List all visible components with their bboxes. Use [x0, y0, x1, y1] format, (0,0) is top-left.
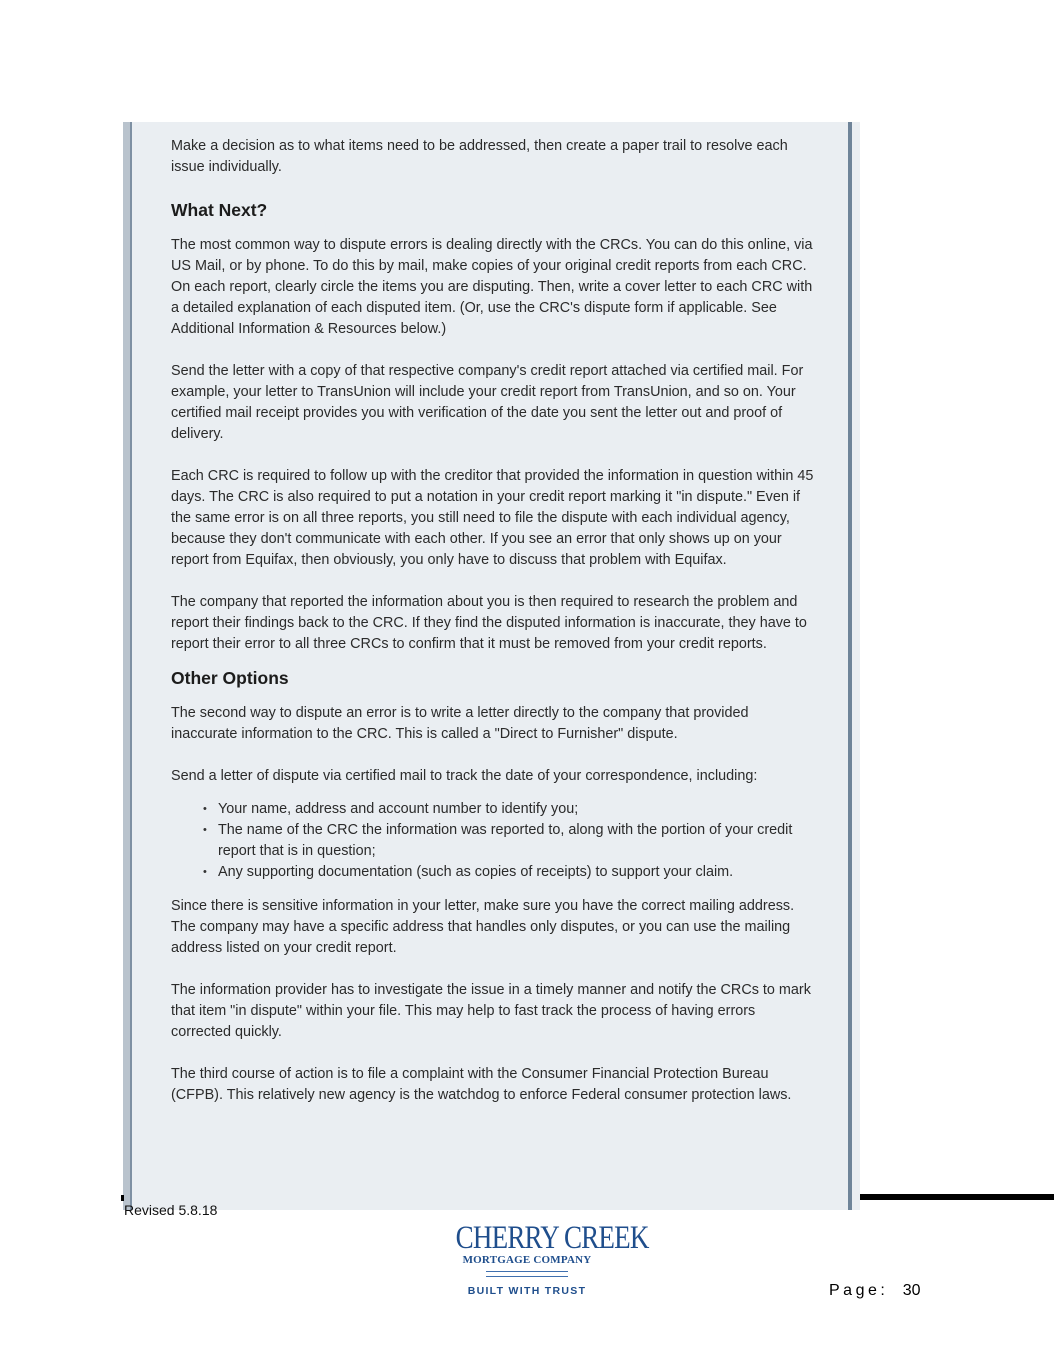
page-number [829, 1281, 921, 1301]
footer-rule-right [860, 1194, 1054, 1200]
logo-wordmark: CHERRY CREEK [455, 1220, 649, 1256]
footer-rule-left [121, 1195, 124, 1201]
panel-left-border [123, 122, 130, 1210]
dispute-letter-checklist [171, 799, 816, 883]
logo-tagline: BUILT WITH TRUST [467, 1285, 587, 1297]
list-item: • The name of the CRC the information was reported to, along with the portion of your credit report that is in question; [218, 820, 816, 862]
revision-date-text: Revised 5.8.18 [124, 1204, 218, 1215]
paragraph-cfpb-complaint: The third course of action is to file a complaint with the Consumer Financial Protection Bureau (CFPB). This relatively new agency is the watchdog to enforce Federal consumer protection laws. [171, 1066, 792, 1103]
revision-date [124, 1204, 217, 1215]
paragraph-dispute-with-crcs: The most common way to dispute errors is dealing directly with the CRCs. You can do this online, via US Mail, or by phone. To do this by mail, make copies of your original credit reports from each CRC. On each report, clearly circle the items you are disputing. Then, write a cover letter to each CRC with a detailed explanation of each disputed item. (Or, use the CRC's dispute form if applicable. See Additional Information & Resources below.) [171, 237, 813, 337]
panel-right-border [848, 122, 852, 1210]
list-item: • Any supporting documentation (such as copies of receipts) to support your claim. [218, 862, 816, 883]
panel-left-inner-border [130, 122, 132, 1210]
panel-text [171, 136, 816, 1127]
paragraph-send-dispute-letter: Send a letter of dispute via certified mail to track the date of your correspondence, including: [171, 768, 758, 784]
company-logo [440, 1220, 649, 1297]
content-panel [123, 122, 860, 1210]
heading-other-options: Other Options [171, 668, 289, 688]
paragraph-crc-follow-up: Each CRC is required to follow up with the creditor that provided the information in question within 45 days. The CRC is also required to put a notation in your credit report marking it "in dispute." Even if the same error is on all three reports, you still need to file the dispute with each individual agency, because they don't communicate with each other. If you see an error that only shows up on your report from Equifax, then obviously, you only have to discuss that problem with Equifax. [171, 468, 814, 568]
paragraph-send-letter: Send the letter with a copy of that respective company's credit report attached via certified mail. For example, your letter to TransUnion will include your credit report from TransUnion, and so on. Your certified mail receipt provides you with verification of the date you sent the letter out and proof of delivery. [171, 363, 804, 442]
paragraph-company-research: The company that reported the information about you is then required to research the problem and report their findings back to the CRC. If they find the disputed information is inaccurate, they have to report their error to all three CRCs to confirm that it must be removed from your credit reports. [171, 594, 807, 652]
paragraph-direct-to-furnisher: The second way to dispute an error is to write a letter directly to the company that provided inaccurate information to the CRC. This is called a "Direct to Furnisher" dispute. [171, 705, 749, 742]
logo-subtitle: MORTGAGE COMPANY [462, 1254, 592, 1266]
paragraph-information-provider: The information provider has to investigate the issue in a timely manner and notify the CRCs to mark that item "in dispute" within your file. This may help to fast track the process of having errors corrected quickly. [171, 982, 811, 1040]
paragraph-mailing-address: Since there is sensitive information in your letter, make sure you have the correct mailing address. The company may have a specific address that handles only disputes, or you can use the mailing address listed on your credit report. [171, 898, 795, 956]
logo-divider [486, 1271, 568, 1277]
list-item: • Your name, address and account number to identify you; [218, 799, 816, 820]
heading-what-next: What Next? [171, 200, 268, 220]
intro-paragraph: Make a decision as to what items need to be addressed, then create a paper trail to resolve each issue individually. [171, 138, 788, 175]
page-number-value: 30 [902, 1282, 921, 1299]
page-label: Page: [829, 1282, 889, 1299]
